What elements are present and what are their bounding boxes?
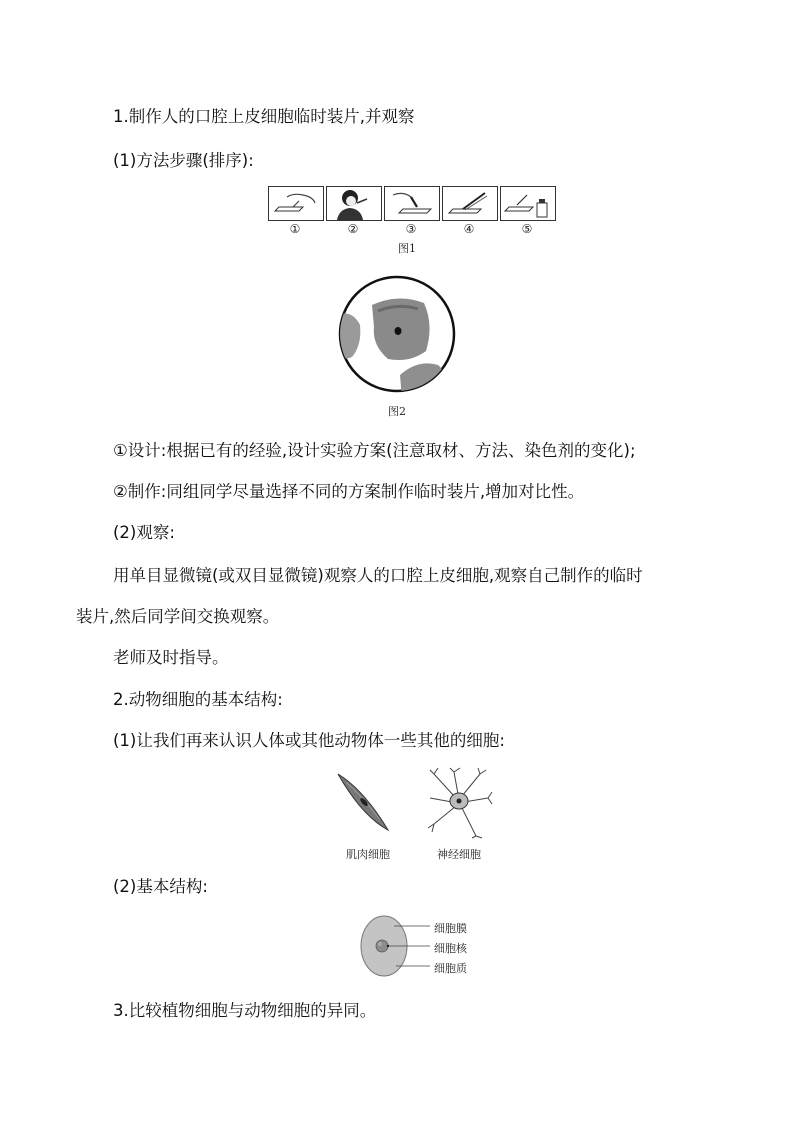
teacher-text: 老师及时指导。 <box>113 648 229 667</box>
microscope-view-image <box>338 275 458 395</box>
step-number: ① <box>289 222 301 236</box>
muscle-cell-label: 肌肉细胞 <box>346 848 390 861</box>
observe-heading: (2)观察: <box>113 523 175 542</box>
dropper-slide-icon <box>269 187 323 220</box>
observe-line1: 用单目显微镜(或双目显微镜)观察人的口腔上皮细胞,观察自己制作的临时 <box>113 566 643 585</box>
muscle-cell-image <box>334 770 394 836</box>
step4-image <box>442 186 498 221</box>
step-number: ⑤ <box>521 222 533 236</box>
person-scraping-icon <box>327 187 381 220</box>
step5-image <box>500 186 556 221</box>
nerve-cell-image <box>428 768 492 838</box>
step3-image <box>384 186 440 221</box>
design-text: ①设计:根据已有的经验,设计实验方案(注意取材、方法、染色剂的变化); <box>113 441 636 460</box>
stain-bottle-icon <box>501 187 555 220</box>
step-number: ④ <box>463 222 475 236</box>
cell-nucleus-label: 细胞核 <box>434 942 467 955</box>
coverslip-tweezers-icon <box>443 187 497 220</box>
section2-sub2: (2)基本结构: <box>113 877 208 896</box>
step-number: ② <box>347 222 359 236</box>
section2-sub1: (1)让我们再来认识人体或其他动物体一些其他的细胞: <box>113 731 505 750</box>
figure2-caption: 图2 <box>388 405 406 418</box>
cytoplasm-label: 细胞质 <box>434 962 467 975</box>
observe-line2: 装片,然后同学间交换观察。 <box>76 607 280 626</box>
method-heading: (1)方法步骤(排序): <box>113 151 254 170</box>
step1-image <box>268 186 324 221</box>
section1-title: 1.制作人的口腔上皮细胞临时装片,并观察 <box>113 107 415 126</box>
animal-cell-diagram <box>358 914 432 978</box>
figure1-caption: 图1 <box>398 242 416 255</box>
section2-title: 2.动物细胞的基本结构: <box>113 690 283 709</box>
step-number: ③ <box>405 222 417 236</box>
cell-membrane-label: 细胞膜 <box>434 922 467 935</box>
make-text: ②制作:同组同学尽量选择不同的方案制作临时装片,增加对比性。 <box>113 482 585 501</box>
nerve-cell-label: 神经细胞 <box>437 848 481 861</box>
smear-slide-icon <box>385 187 439 220</box>
section3-title: 3.比较植物细胞与动物细胞的异同。 <box>113 1001 377 1020</box>
step2-image <box>326 186 382 221</box>
